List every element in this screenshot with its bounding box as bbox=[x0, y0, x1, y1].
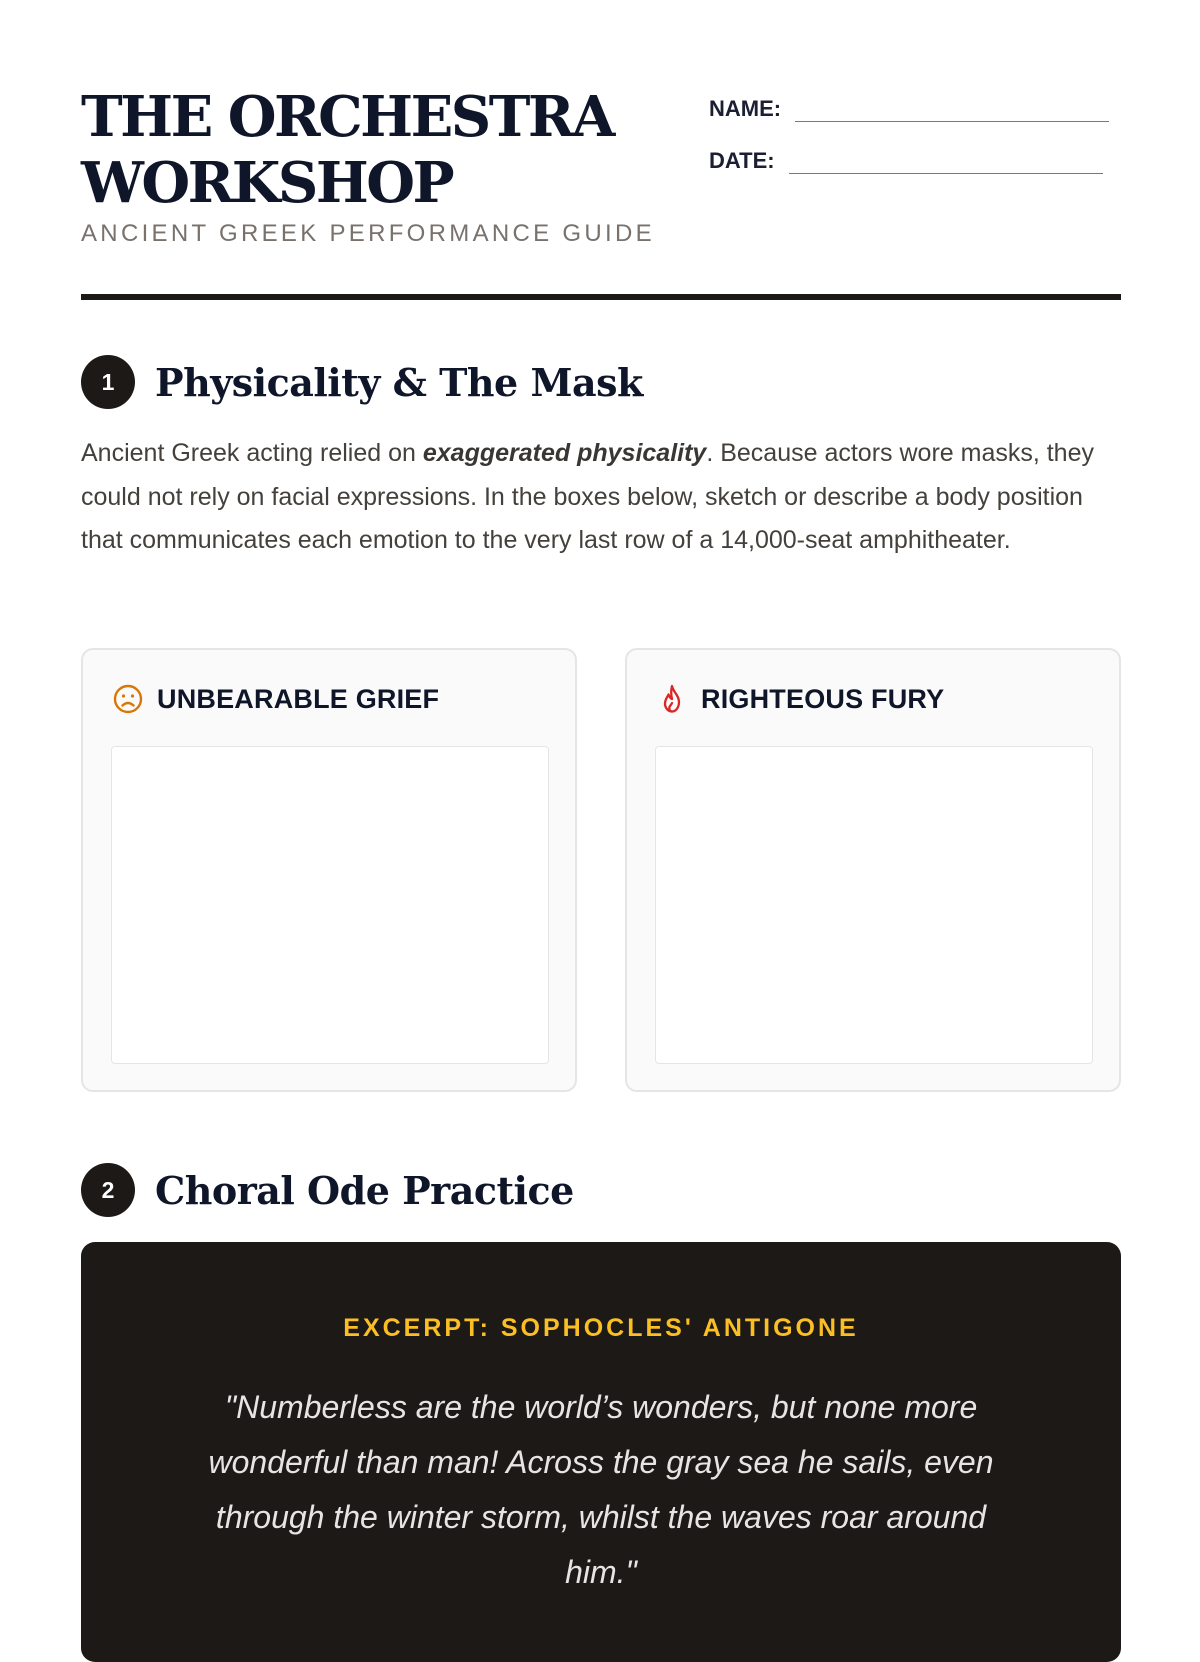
intro-text-start: Ancient Greek acting relied on bbox=[81, 439, 423, 467]
name-line[interactable] bbox=[795, 121, 1109, 122]
section-number-badge: 1 bbox=[81, 355, 135, 409]
excerpt-block bbox=[81, 1242, 1121, 1662]
header-divider bbox=[81, 294, 1121, 300]
emotion-card-fury bbox=[625, 648, 1121, 1092]
excerpt-label: EXCERPT: SOPHOCLES' ANTIGONE bbox=[343, 1314, 859, 1342]
date-label: DATE: bbox=[709, 148, 775, 173]
intro-emphasis: exaggerated physicality bbox=[422, 439, 707, 467]
date-field[interactable] bbox=[709, 136, 1103, 174]
page-subtitle: ANCIENT GREEK PERFORMANCE GUIDE bbox=[81, 220, 655, 247]
excerpt-quote: "Numberless are the world’s wonders, but none more wonderful than man! Across the gray sea he sails, even through the winter storm, whilst the waves roar around him." bbox=[208, 1389, 994, 1590]
intro-text-end: . Because actors wore masks, they could not rely on facial expressions. In the boxes below, sketch or describe a body position that communicates each emotion to the very last row of a 14,000-seat amphitheater. bbox=[81, 439, 1094, 554]
name-label: NAME: bbox=[709, 96, 782, 121]
worksheet-header bbox=[81, 84, 1121, 304]
emotion-card-grief bbox=[81, 648, 577, 1092]
section-2-heading bbox=[81, 1163, 574, 1217]
sketch-area-fury[interactable] bbox=[655, 746, 1093, 1064]
page-title: THE ORCHESTRA WORKSHOP bbox=[81, 84, 613, 216]
date-line[interactable] bbox=[789, 173, 1103, 174]
section-1-heading bbox=[81, 355, 643, 409]
section-title: Physicality & The Mask bbox=[155, 359, 643, 405]
card-header bbox=[111, 682, 439, 716]
card-label: UNBEARABLE GRIEF bbox=[157, 683, 440, 714]
section-title: Choral Ode Practice bbox=[155, 1167, 574, 1213]
card-label: RIGHTEOUS FURY bbox=[701, 683, 945, 714]
section-1-intro bbox=[81, 432, 1121, 563]
section-number-badge: 2 bbox=[81, 1163, 135, 1217]
sad-face-icon bbox=[111, 682, 145, 716]
card-header bbox=[655, 682, 944, 716]
name-field[interactable] bbox=[709, 84, 1109, 122]
sketch-area-grief[interactable] bbox=[111, 746, 549, 1064]
flame-icon bbox=[655, 682, 689, 716]
